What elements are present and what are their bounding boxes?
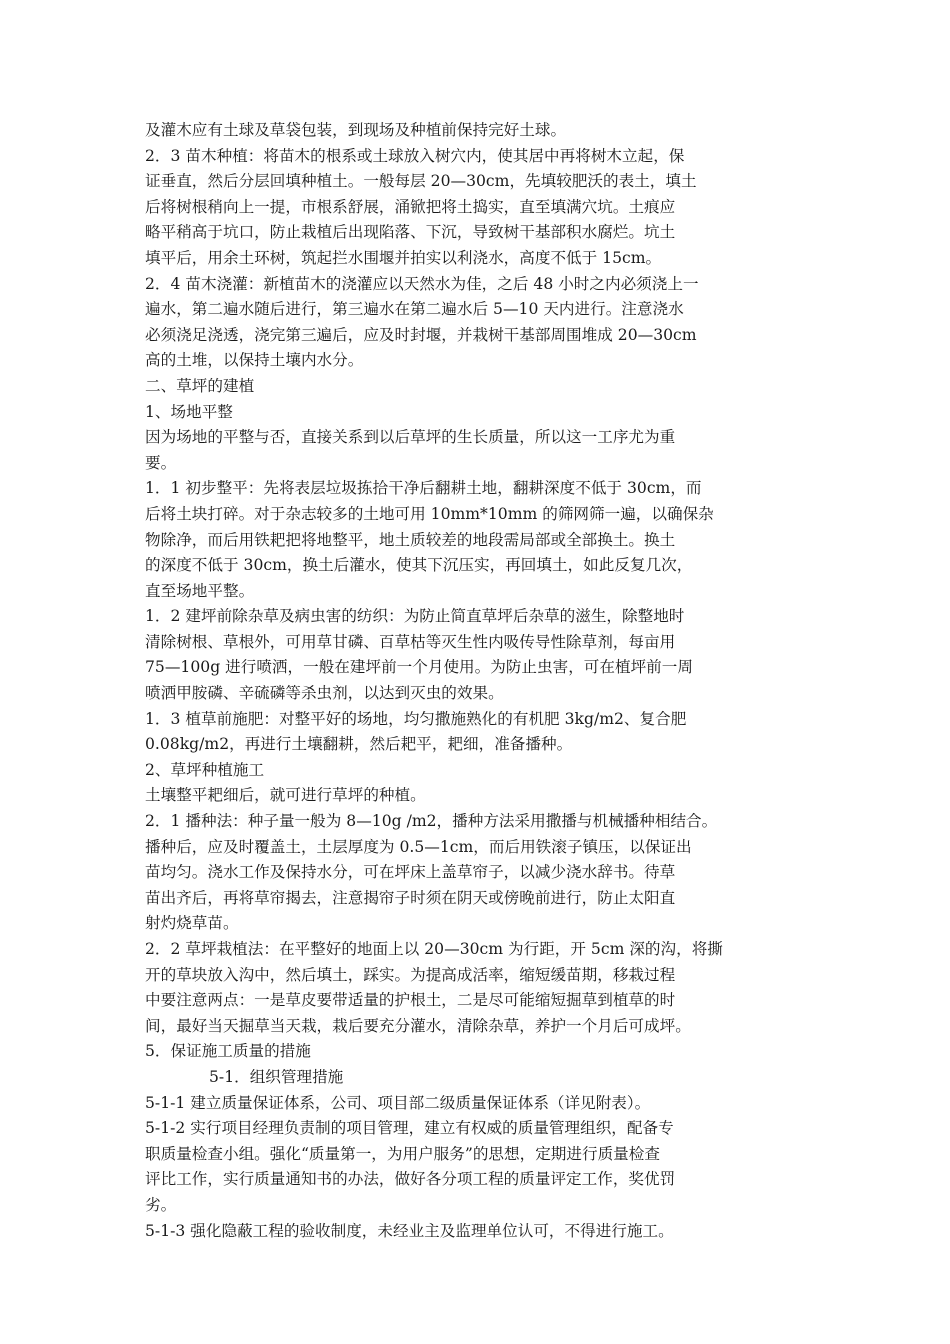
text-line: 高的土堆，以保持土壤内水分。 [145,351,364,370]
text-line: 要。 [145,453,177,472]
text-line: 二、草坪的建植 [145,376,255,395]
text-line: 因为场地的平整与否，直接关系到以后草坪的生长质量，所以这一工序尤为重 [145,428,676,447]
text-line: 清除树根、草根外，可用草甘磷、百草枯等灭生性内吸传导性除草剂，每亩用 [145,632,676,651]
text-line: 射灼烧草苗。 [145,914,239,933]
text-line: 中要注意两点：一是草皮要带适量的护根土，二是尽可能缩短掘草到植草的时 [145,991,676,1010]
text-line: 略平稍高于坑口，防止栽植后出现陷落、下沉，导致树干基部积水腐烂。坑土 [145,223,676,242]
text-line: 苗均匀。浇水工作及保持水分，可在坪床上盖草帘子，以减少浇水辞书。待草 [145,863,676,882]
text-line: 物除净，而后用铁耙把将地整平，地土质较差的地段需局部或全部换土。换土 [145,530,676,549]
text-line: 2．4 苗木浇灌：新植苗木的浇灌应以天然水为佳，之后 48 小时之内必须浇上一 [145,274,699,293]
text-line: 0.08kg/m2，再进行土壤翻耕，然后耙平，耙细，准备播种。 [145,735,573,754]
text-line: 2、草坪种植施工 [145,760,265,779]
text-line: 苗出齐后，再将草帘揭去，注意揭帘子时须在阴天或傍晚前进行，防止太阳直 [145,888,676,907]
text-line: 2．3 苗木种植：将苗木的根系或土球放入树穴内，使其居中再将树木立起，保 [145,146,685,165]
text-line: 证垂直，然后分层回填种植土。一般每层 20—30cm，先填较肥沃的表土，填土 [145,172,697,191]
text-line: 1、场地平整 [145,402,233,421]
text-line: 评比工作，实行质量通知书的办法，做好各分项工程的质量评定工作，奖优罚 [145,1170,676,1189]
text-line: 喷洒甲胺磷、辛硫磷等杀虫剂，以达到灭虫的效果。 [145,684,504,703]
text-line: 必须浇足浇透，浇完第三遍后，应及时封堰，并栽树干基部周围堆成 20—30cm [145,325,697,344]
text-line: 75—100g 进行喷洒，一般在建坪前一个月使用。为防止虫害，可在植坪前一周 [145,658,693,677]
text-line: 2．2 草坪栽植法：在平整好的地面上以 20—30cm 为行距，开 5cm 深的沟，将撕 [145,940,723,958]
text-line: 遍水，第二遍水随后进行，第三遍水在第二遍水后 5—10 天内进行。注意浇水 [145,300,684,319]
document-body [145,118,815,1244]
text-line: 5-1．组织管理措施 [209,1067,344,1086]
text-line: 1．2 建坪前除杂草及病虫害的纺织：为防止简直草坪后杂草的滋生，除整地时 [145,607,685,626]
text-line: 1．3 植草前施肥：对整平好的场地，均匀撒施熟化的有机肥 3kg/m2、复合肥 [145,709,687,728]
text-line: 的深度不低于 30cm，换土后灌水，使其下沉压实，再回填土，如此反复几次， [145,556,693,575]
text-line: 5-1-1 建立质量保证体系，公司、项目部二级质量保证体系（详见附表）。 [145,1093,651,1112]
text-line: 及灌木应有土球及草袋包装，到现场及种植前保持完好土球。 [145,121,567,139]
text-line: 5-1-3 强化隐蔽工程的验收制度，未经业主及监理单位认可，不得进行施工。 [145,1221,674,1240]
text-line: 职质量检查小组。强化“质量第一，为用户服务”的思想，定期进行质量检查 [145,1144,660,1163]
text-line: 1．1 初步整平：先将表层垃圾拣拾干净后翻耕土地，翻耕深度不低于 30cm，而 [145,479,702,498]
text-line: 5．保证施工质量的措施 [145,1042,311,1061]
text-line: 播种后，应及时覆盖土，土层厚度为 0.5—1cm，而后用铁滚子镇压，以保证出 [145,837,692,856]
text-line: 劣。 [145,1195,177,1214]
text-line: 直至场地平整。 [145,581,255,600]
text-line: 填平后，用余土环树，筑起拦水围堰并拍实以利浇水，高度不低于 15cm。 [145,248,662,267]
text-line: 后将土块打碎。对于杂志较多的土地可用 10mm*10mm 的筛网筛一遍，以确保杂 [145,504,714,523]
text-line: 5-1-2 实行项目经理负责制的项目管理，建立有权威的质量管理组织，配备专 [145,1119,674,1138]
text-line: 间，最好当天掘草当天栽，栽后要充分灌水，清除杂草，养护一个月后可成坪。 [145,1016,691,1035]
text-line: 2．1 播种法：种子量一般为 8—10g /m2，播种方法采用撒播与机械播种相结合。 [145,812,718,831]
text-line: 后将树根稍向上一提，市根系舒展，涌锨把将土捣实，直至填满穴坑。土痕应 [145,197,676,216]
text-line: 开的草块放入沟中，然后填土，踩实。为提高成活率，缩短缓苗期，移栽过程 [145,965,676,984]
text-line: 土壤整平耙细后，就可进行草坪的种植。 [145,786,426,805]
